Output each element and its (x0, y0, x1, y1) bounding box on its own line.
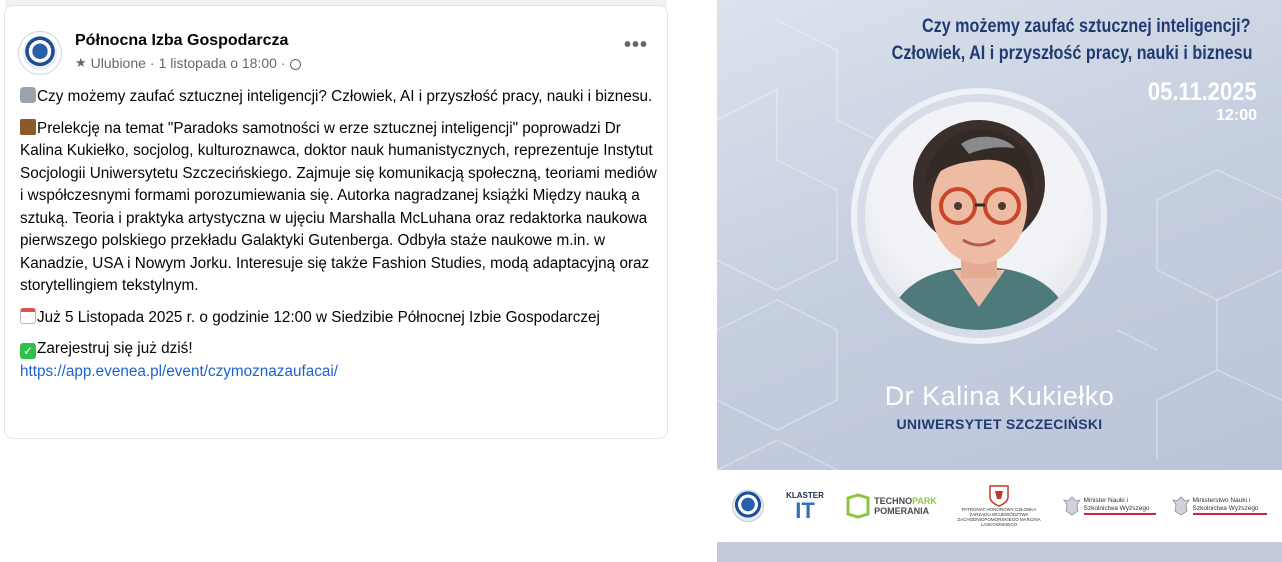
poster-time: 12:00 (1216, 107, 1257, 124)
registration-link[interactable]: https://app.evenea.pl/event/czymoznazaufacai/ (20, 362, 339, 380)
post-paragraph-3: Już 5 Listopada 2025 r. o godzinie 12:00 w Siedzibie Północnej Izbie Gospodarczej (20, 307, 660, 330)
poster-title-line-1: Czy możemy zaufać sztucznej inteligencji? (921, 16, 1250, 37)
speaker-name: Dr Kalina Kukiełko (884, 381, 1115, 411)
favorites-label[interactable]: Ulubione (90, 55, 146, 71)
post-meta (75, 55, 301, 71)
post-paragraph-1: Czy możemy zaufać sztucznej inteligencji? Człowiek, AI i przyszłość pracy, nauki i biznesu. (20, 86, 660, 109)
meta-separator-2: · (280, 55, 286, 71)
klaster-it-logo: KLASTER IT (786, 490, 824, 523)
page-avatar[interactable] (18, 31, 62, 75)
meta-separator: · (149, 55, 155, 71)
post-date[interactable]: 1 listopada o 18:00 (158, 55, 277, 71)
zachodniopomorskie-patronat-logo: PATRONAT HONOROWY CZŁONKA ZARZĄDU WOJEWÓDZTWA ZACHODNIOPOMORSKIEGO MARCINA LASKOWSKIEGO (955, 470, 1043, 542)
speaker-university: UNIWERSYTET SZCZECIŃSKI (896, 416, 1103, 432)
check-mark-emoji: ✓ (20, 343, 36, 359)
ministerstwo-nauki-logo: Ministerstwo Nauki i Szkolnictwa Wyższego (1169, 470, 1269, 542)
event-poster-image[interactable] (717, 0, 1282, 562)
polish-eagle-icon-2 (1172, 495, 1190, 517)
technopark-pomerania-logo: TECHNOPARK POMERANIA (845, 470, 937, 542)
pig-logo (729, 470, 767, 542)
globe-icon (290, 59, 301, 70)
star-icon: ★ (75, 55, 87, 70)
post-paragraph-2: Prelekcję na temat "Paradoks samotności w erze sztucznej inteligencji" poprowadzi Dr Kalina Kukiełko, socjolog, kulturoznawca, doktor nauk humanistycznych, reprezentuje Instytut Socjologii Uniwersytetu Szczecińskiego. Zajmuje się komunikacją społeczną, teoriami mediów i współczesnymi formami porozumiewania się. Autorka nagradzanej książki Między nauką a sztuką. Teoria i praktyka artystyczna w ujęciu Marshalla McLuhana oraz redaktorka naukowa pierwszego polskiego przekładu Galaktyki Gutenberga. Odbyła staże naukowe m.in. w Kanadzie, USA i Nowym Jorku. Interesuje się także Fashion Studies, modą adaptacyjną oraz storytellingiem tekstylnym. (20, 119, 657, 294)
sponsor-logos-band (717, 470, 1282, 542)
poster-date: 05.11.2025 (1148, 78, 1257, 106)
post-body (20, 86, 660, 383)
page-name-link[interactable]: Północna Izba Gospodarcza (75, 32, 289, 49)
more-options-icon[interactable]: ••• (623, 34, 648, 56)
griffin-crest-icon (989, 485, 1009, 507)
poster-title-line-2: Człowiek, AI i przyszłość pracy, nauki i biznesu (891, 43, 1252, 64)
briefcase-emoji (20, 119, 36, 135)
technopark-mark-icon (845, 493, 871, 519)
poster-bottom-strip (717, 542, 1282, 562)
polish-eagle-icon (1063, 495, 1081, 517)
post-paragraph-4: ✓ Zarejestruj się już dziś! (20, 338, 660, 361)
minister-nauki-logo: Minister Nauki i Szkolnictwa Wyższego (1059, 470, 1159, 542)
speaker-portrait (865, 102, 1093, 330)
calendar-emoji (20, 308, 36, 324)
robot-emoji (20, 87, 36, 103)
